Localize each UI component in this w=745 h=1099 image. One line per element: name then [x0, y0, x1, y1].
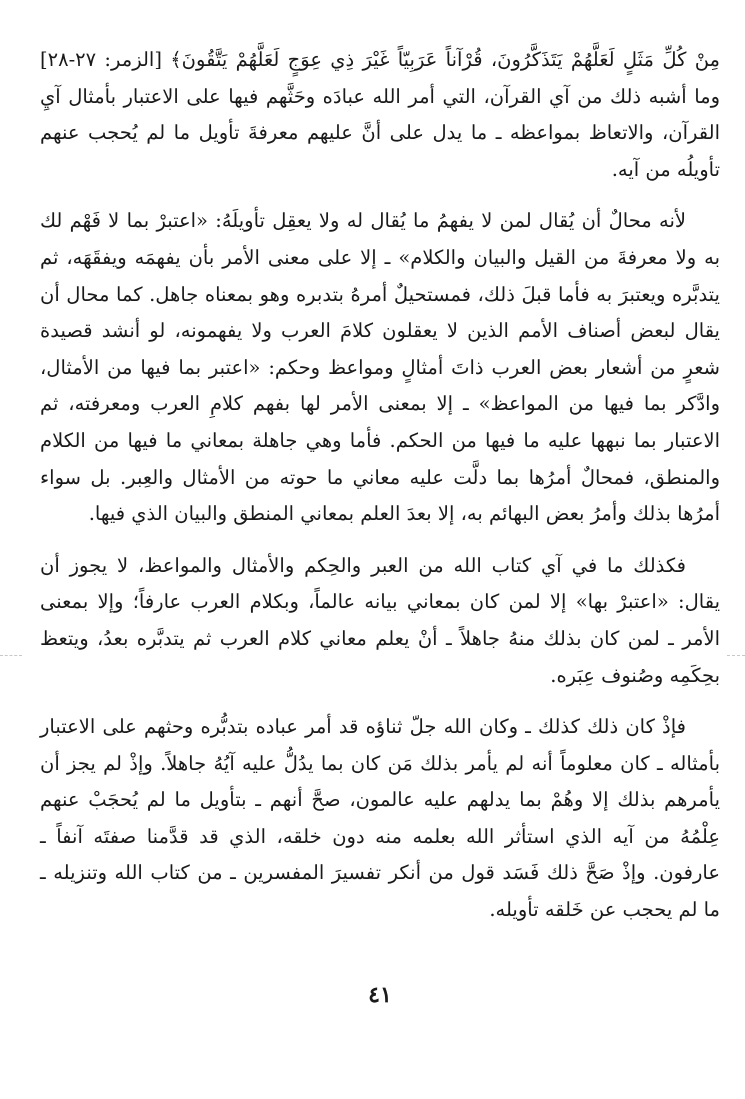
page-number: ٤١ — [368, 982, 392, 1008]
scan-mark-left — [0, 655, 22, 656]
paragraph-4: فإذْ كان ذلك كذلك ـ وكان الله جلّ ثناؤه قد أمر عباده بتدبُّره وحثهم على الاعتبار بأمثاله ـ كان معلوماً أنه لم يأمر بذلك مَن كان بما يدُلُّ عليه آيُهُ جاهلاً. وإذْ لم يجز أن يأمرهم بذلك إلا وهُمْ بما يدلهم عليه عالمون، صحَّ أنهم ـ بتأويل ما لم يُحجَبْ عنهم عِلْمُهُ من آيه الذي استأثر الله بعلمه منه دون خلقه، الذي قد قدَّمنا صفتَه آنفاً ـ عارفون. وإذْ صَحَّ ذلك فَسَد قول من أنكر تفسيرَ المفسرين ـ من كتاب الله وتنزيله ـ ما لم يحجب عن خَلقه تأويله. — [40, 715, 720, 922]
scan-mark-right — [727, 655, 745, 656]
paragraph-3: فكذلك ما في آي كتاب الله من العبر والحِكم والأمثال والمواعظ، لا يجوز أن يقال: «اعتبرْ بها» إلا لمن كان بمعاني بيانه عالماً، وبكلام العرب عارفاً؛ وإلا بمعنى الأمر ـ لمن كان بذلك منهُ جاهلاً ـ أنْ يعلم معاني كلام العرب ثم يتدبَّره بعدُ، ويتعظ بحِكَمِه وصُنوف عِبَره. — [40, 553, 720, 687]
paragraph-1: مِنْ كُلِّ مَثَلٍ لَعَلَّهُمْ يَتَذَكَّرُونَ، قُرْآناً عَرَبِيّاً غَيْرَ ذِي عِوَجٍ لَعَلَّهُمْ يَتَّقُونَ﴾ [الزمر: ٢٧-٢٨] وما أشبه ذلك من آي القرآن، التي أمر الله عبادَه وحَثَّهم فيها على الاعتبار بأمثال آيِ القرآن، والاتعاظ بمواعظه ـ ما يدل على أنَّ عليهم معرفةَ تأويل ما لم يُحجب عنهم تأويلُه من آيه. — [40, 48, 720, 181]
paragraph-2: لأنه محالٌ أن يُقال لمن لا يفهمُ ما يُقال له ولا يعقِل تأويلَهُ: «اعتبرْ بما لا فَهْم لك به ولا معرفةَ من القيل والبيان والكلام» ـ إلا على معنى الأمر بأن يفهمَه ويفقَهَه، ثم يتدبَّره ويعتبرَ به فأما قبلَ ذلك، فمستحيلٌ أمرهُ بتدبره وهو بمعناه جاهل. كما محال أن يقال لبعض أصناف الأمم الذين لا يعقلون كلامَ العرب ولا يفهمونه، لو أنشد قصيدة شعرٍ من أشعار بعض العرب ذاتَ أمثالٍ ومواعظ وحكم: «اعتبر بما فيها من الأمثال، وادَّكر بما فيها من المواعظ» ـ إلا بمعنى الأمر لها بفهم كلامِ العرب ومعرفته، ثم الاعتبار بما نبهها عليه ما فيها من الحكم. فأما وهي جاهلة بمعاني ما فيها من الكلام والمنطق، فمحالٌ أمرُها بما دلَّت عليه معاني ما حوته من الأمثال والعِبر. بل سواء أمرُها بذلك وأمرُ بعض البهائم به، إلا بعدَ العلم بمعاني المنطق والبيان الذي فيها. — [40, 209, 720, 526]
book-page — [40, 42, 720, 1072]
